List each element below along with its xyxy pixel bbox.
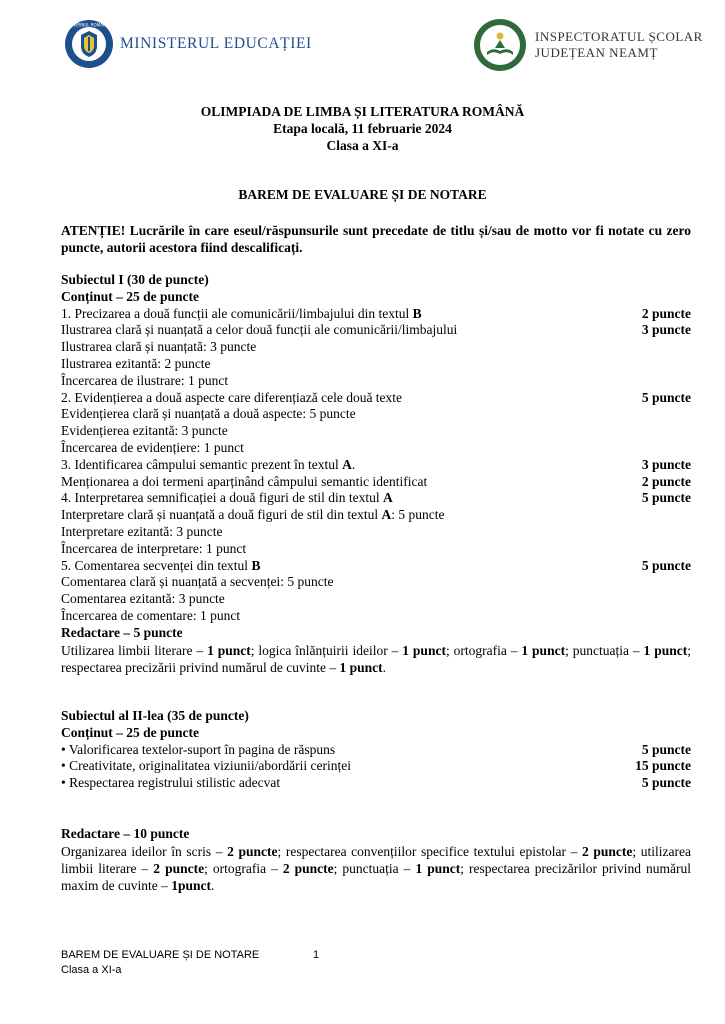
criterion-points: 5 puncte [641,775,691,791]
criterion-row [61,440,691,457]
criterion-text: Încercarea de comentare: 1 punct [61,607,241,623]
criterion-row [61,541,691,558]
criterion-text: 5. Comentarea secvenței din textul B [61,557,261,573]
footer-class: Clasa a XI-a [61,964,122,976]
criterion-points: 3 puncte [641,322,691,338]
subject-1-section [61,272,691,676]
criterion-row [61,474,691,491]
criterion-text: Interpretare clară și nuanțată a două figuri de stil din textul A: 5 puncte [61,507,445,523]
title-line2: Etapa locală, 11 februarie 2024 [273,121,452,136]
criterion-points: 5 puncte [641,389,691,405]
criterion-points: 5 puncte [641,741,691,757]
subject-2-redactare-text: Organizarea ideilor în scris – 2 puncte; respectarea convențiilor specifice textului epistolar – 2 puncte; utilizarea limbii literare – 2 puncte; ortografia – 2 puncte; punctuația – 1 punct; respectarea precizărilor privind numărul maxim de cuvinte – 1punct. [61,843,692,893]
ministry-logo-text: GUVERNUL ROMÂNIEI [67,22,111,28]
criterion-text: 4. Interpretarea semnificației a două figuri de stil din textul A [61,490,393,506]
title-line1: OLIMPIADA DE LIMBA ȘI LITERATURA ROMÂNĂ [200,104,525,119]
criterion-row [61,608,691,625]
subject-2-criteria-list [61,742,691,792]
olympiad-title [0,103,725,154]
criterion-points: 2 puncte [641,305,691,321]
page-footer [61,948,320,978]
criterion-row [61,390,691,407]
criterion-text: Încercarea de interpretare: 1 punct [61,540,247,556]
isj-neamt-logo [473,18,527,72]
title-line3: Clasa a XI-a [326,138,399,153]
subject-1-content-heading: Conținut – 25 de puncte [61,288,200,304]
criterion-points: 5 puncte [641,490,691,506]
ministry-name: MINISTERUL EDUCAȚIEI [120,35,312,52]
criterion-text: • Valorificarea textelor-suport în pagina de răspuns [61,741,336,757]
subject-2-content-heading: Conținut – 25 de puncte [61,724,200,740]
criterion-text: Evidențierea clară și nuanțată a două aspecte: 5 puncte [61,406,356,422]
criterion-text: 1. Precizarea a două funcții ale comunicării/limbajului din textul B [61,305,422,321]
isj-name-line1: INSPECTORATUL ȘCOLAR [535,29,703,44]
isj-name-line2: JUDEȚEAN NEAMȚ [535,45,658,60]
criterion-row [61,558,691,575]
criterion-text: Evidențierea ezitantă: 3 puncte [61,423,228,439]
criterion-points: 5 puncte [641,557,691,573]
criterion-text: • Creativitate, originalitatea viziunii/abordării cerinței [61,758,351,774]
subject-2-redactare [61,826,691,894]
criterion-text: 2. Evidențierea a două aspecte care diferențiază cele două texte [61,389,403,405]
criterion-text: Comentarea ezitantă: 3 puncte [61,591,225,607]
criterion-text: Menționarea a doi termeni aparținând câmpului semantic identificat [61,473,428,489]
subject-2-heading: Subiectul al II-lea (35 de puncte) [61,708,249,723]
isj-name [535,29,703,61]
criterion-points: 15 puncte [635,758,691,774]
criterion-row [61,742,691,759]
criterion-row [61,373,691,390]
subject-1-redactare-text: Utilizarea limbii literare – 1 punct; logica înlănțuirii ideilor – 1 punct; ortografia – 1 punct; punctuația – 1 punct; respectarea precizării privind numărul de cuvinte – 1 punct. [61,642,691,675]
subject-1-redactare-heading: Redactare – 5 puncte [61,624,183,640]
criterion-text: Încercarea de ilustrare: 1 punct [61,372,229,388]
criterion-text: Interpretare ezitantă: 3 puncte [61,523,223,539]
criterion-row [61,524,691,541]
criterion-text: Încercarea de evidențiere: 1 punct [61,439,244,455]
criterion-row [61,322,691,339]
page-header [0,16,725,76]
barem-title: BAREM DE EVALUARE ȘI DE NOTARE [238,187,487,202]
criterion-row [61,775,691,792]
criterion-row [61,758,691,775]
criterion-text: Ilustrarea clară și nuanțată: 3 puncte [61,339,257,355]
subject-1-heading: Subiectul I (30 de puncte) [61,272,209,287]
subject-2-section [61,708,691,792]
subject-1-criteria-list [61,306,691,625]
criterion-points: 3 puncte [641,456,691,472]
criterion-row [61,406,691,423]
footer-title: BAREM DE EVALUARE ȘI DE NOTARE [61,949,260,961]
criterion-points: 2 puncte [641,473,691,489]
criterion-row [61,591,691,608]
criterion-text: Ilustrarea clară și nuanțată a celor două funcții ale comunicării/limbajului [61,322,458,338]
criterion-text: Comentarea clară și nuanțată a secvenței: 5 puncte [61,574,334,590]
criterion-row [61,423,691,440]
criterion-text: 3. Identificarea câmpului semantic prezent în textul A. [61,456,356,472]
page-number: 1 [313,949,320,961]
criterion-row [61,356,691,373]
criterion-row [61,306,691,323]
criterion-row [61,339,691,356]
criterion-text: Ilustrarea ezitantă: 2 puncte [61,355,211,371]
criterion-text: • Respectarea registrului stilistic adecvat [61,775,281,791]
criterion-row [61,507,691,524]
criterion-row [61,574,691,591]
criterion-row [61,457,691,474]
ministry-coat-of-arms-logo [64,19,114,69]
subject-2-redactare-heading: Redactare – 10 puncte [61,826,190,841]
criterion-row [61,490,691,507]
attention-notice: ATENȚIE! Lucrările în care eseul/răspunsurile sunt precedate de titlu și/sau de motto vor fi notate cu zero puncte, autorii acestora fiind descalificați. [61,223,691,255]
